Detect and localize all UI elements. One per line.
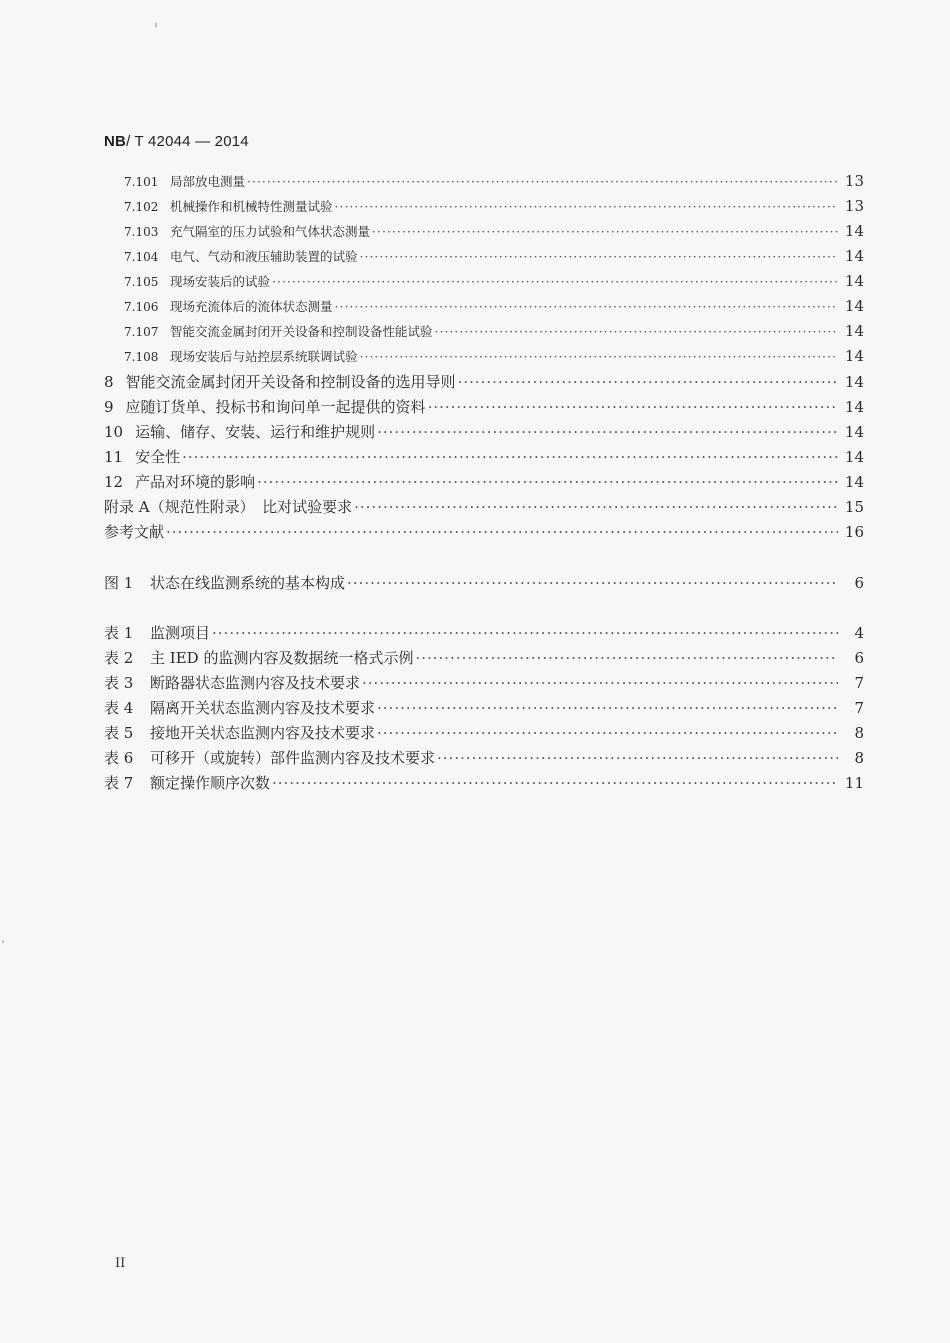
page-number: II: [115, 1256, 126, 1271]
leader-dots: [247, 174, 838, 189]
figure-page: 6: [854, 574, 864, 592]
table-number: 表 5: [104, 724, 134, 742]
toc-entry-number: 7.104: [124, 250, 159, 264]
toc-entry-number: 11: [104, 448, 124, 466]
toc-entry-11[interactable]: [104, 446, 864, 467]
leader-dots: [377, 724, 838, 742]
toc-entry-page: 13: [844, 197, 864, 215]
leader-dots: [354, 498, 838, 516]
toc-entry-10[interactable]: [104, 421, 864, 442]
scan-speck: [2, 940, 4, 943]
leader-dots: [377, 423, 838, 441]
toc-table-7[interactable]: [104, 772, 864, 793]
table-page: 8: [854, 749, 864, 767]
toc-entry-8[interactable]: [104, 371, 864, 392]
table-title: 断路器状态监测内容及技术要求: [150, 674, 361, 692]
toc-entry-title: 现场安装后与站控层系统联调试验: [170, 349, 358, 364]
toc-entry-7-102[interactable]: [124, 197, 864, 215]
leader-dots: [458, 373, 838, 391]
toc-table-6[interactable]: [104, 747, 864, 768]
table-page: 8: [854, 724, 864, 742]
leader-dots: [372, 224, 838, 239]
table-number: 表 1: [104, 624, 134, 642]
table-number: 表 4: [104, 699, 134, 717]
toc-entry-title: 应随订货单、投标书和询问单一起提供的资料: [125, 398, 426, 416]
leader-dots: [428, 398, 838, 416]
toc-entry-title: 现场安装后的试验: [170, 274, 271, 289]
figure-title: 状态在线监测系统的基本构成: [150, 574, 346, 592]
toc-entry-number: 9: [104, 398, 114, 416]
toc-entry-title: 智能交流金属封闭开关设备和控制设备的选用导则: [125, 373, 456, 391]
toc-entry-7-105[interactable]: [124, 272, 864, 290]
scan-speck: [155, 22, 157, 28]
leader-dots: [272, 274, 838, 289]
toc-entry-7-107[interactable]: [124, 322, 864, 340]
toc-table-3[interactable]: [104, 672, 864, 693]
toc-entry-page: 14: [844, 247, 864, 265]
leader-dots: [212, 624, 838, 642]
toc-entry-number: 7.105: [124, 275, 159, 289]
standard-code: / T 42044 — 2014: [126, 133, 249, 150]
toc-entry-number: 7.101: [124, 175, 159, 189]
toc-entry-references[interactable]: [104, 521, 864, 542]
toc-table-1[interactable]: [104, 622, 864, 643]
leader-dots: [166, 523, 838, 541]
toc-entry-page: 14: [844, 473, 864, 491]
toc-table-5[interactable]: [104, 722, 864, 743]
table-title: 额定操作顺序次数: [150, 774, 271, 792]
table-number: 表 3: [104, 674, 134, 692]
standard-prefix: NB: [104, 133, 127, 150]
toc-entry-page: 14: [844, 347, 864, 365]
toc-entry-9[interactable]: [104, 396, 864, 417]
leader-dots: [437, 749, 838, 767]
toc-entry-7-101[interactable]: [124, 172, 864, 190]
table-title: 主 IED 的监测内容及数据统一格式示例: [150, 649, 414, 667]
toc-entry-number: 附录 A: [104, 498, 150, 516]
toc-entry-number: 7.107: [124, 325, 159, 339]
toc-entry-page: 14: [844, 423, 864, 441]
document-header: [104, 133, 249, 150]
table-number: 表 2: [104, 649, 134, 667]
table-title: 接地开关状态监测内容及技术要求: [150, 724, 376, 742]
table-number: 表 6: [104, 749, 134, 767]
table-title: 隔离开关状态监测内容及技术要求: [150, 699, 376, 717]
leader-dots: [360, 249, 838, 264]
toc-entry-title: 产品对环境的影响: [135, 473, 256, 491]
table-page: 7: [854, 674, 864, 692]
toc-entry-appendix-a[interactable]: [104, 496, 864, 517]
toc-entry-page: 14: [844, 297, 864, 315]
toc-entry-page: 14: [844, 272, 864, 290]
toc-entry-page: 14: [844, 222, 864, 240]
toc-entry-page: 14: [844, 322, 864, 340]
toc-entry-7-108[interactable]: [124, 347, 864, 365]
toc-entry-title: 充气隔室的压力试验和气体状态测量: [170, 224, 371, 239]
toc-figure-1[interactable]: [104, 572, 864, 593]
toc-entry-page: 14: [844, 398, 864, 416]
toc-entry-title: 安全性: [135, 448, 181, 466]
toc-entry-title: 电气、气动和液压辅助装置的试验: [170, 249, 358, 264]
toc-entry-title: （规范性附录） 比对试验要求: [149, 498, 353, 516]
toc-entry-number: 10: [104, 423, 124, 441]
toc-entry-title: 局部放电测量: [170, 174, 246, 189]
toc-entry-7-104[interactable]: [124, 247, 864, 265]
toc-entry-number: 7.106: [124, 300, 159, 314]
leader-dots: [377, 699, 838, 717]
toc-entry-title: 参考文献: [104, 523, 165, 541]
table-page: 6: [854, 649, 864, 667]
toc-entry-page: 13: [844, 172, 864, 190]
toc-entry-title: 运输、储存、安装、运行和维护规则: [135, 423, 376, 441]
toc-entry-page: 14: [844, 373, 864, 391]
toc-entry-number: 7.108: [124, 350, 159, 364]
toc-entry-page: 16: [844, 523, 864, 541]
leader-dots: [335, 299, 838, 314]
toc-entry-number: 12: [104, 473, 124, 491]
leader-dots: [347, 574, 838, 592]
leader-dots: [435, 324, 838, 339]
table-page: 11: [844, 774, 864, 792]
toc-entry-12[interactable]: [104, 471, 864, 492]
table-title: 监测项目: [150, 624, 211, 642]
leader-dots: [272, 774, 838, 792]
table-number: 表 7: [104, 774, 134, 792]
table-page: 7: [854, 699, 864, 717]
toc-entry-number: 7.102: [124, 200, 159, 214]
figure-number: 图 1: [104, 574, 134, 592]
toc-entry-7-106[interactable]: [124, 297, 864, 315]
toc-entry-title: 机械操作和机械特性测量试验: [170, 199, 333, 214]
leader-dots: [415, 649, 838, 667]
toc-entry-7-103[interactable]: [124, 222, 864, 240]
toc-table-2[interactable]: [104, 647, 864, 668]
leader-dots: [257, 473, 838, 491]
leader-dots: [335, 199, 838, 214]
leader-dots: [360, 349, 838, 364]
toc-table-4[interactable]: [104, 697, 864, 718]
toc-entry-page: 15: [844, 498, 864, 516]
toc-entry-title: 现场充流体后的流体状态测量: [170, 299, 333, 314]
table-title: 可移开（或旋转）部件监测内容及技术要求: [150, 749, 436, 767]
toc-entry-number: 7.103: [124, 225, 159, 239]
leader-dots: [362, 674, 838, 692]
leader-dots: [182, 448, 838, 466]
toc-entry-number: 8: [104, 373, 114, 391]
toc-entry-page: 14: [844, 448, 864, 466]
toc-entry-title: 智能交流金属封闭开关设备和控制设备性能试验: [170, 324, 433, 339]
table-page: 4: [854, 624, 864, 642]
